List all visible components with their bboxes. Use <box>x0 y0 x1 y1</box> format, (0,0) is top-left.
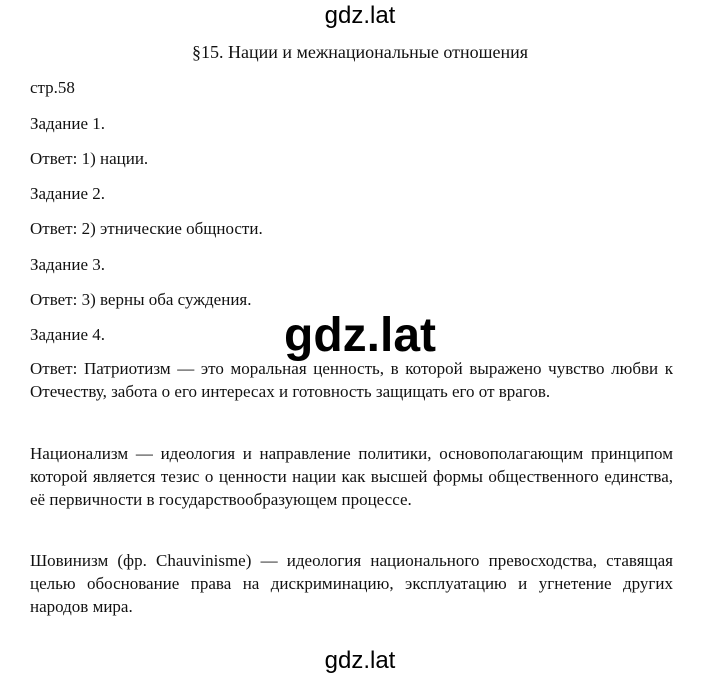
site-footer-text: gdz.lat <box>324 647 396 674</box>
task-3-label: Задание 3. <box>30 255 105 274</box>
answer-2: Ответ: 2) этнические общности. <box>30 219 263 238</box>
answer-3: Ответ: 3) верны оба суждения. <box>30 290 252 309</box>
site-header-text: gdz.lat <box>324 2 396 29</box>
answer-1: Ответ: 1) нации. <box>30 149 149 168</box>
answer-4-chauvinism: Шовинизм (фр. Chauvinisme) — идеология национального превосходства, ставящая целью обоснование права на дискриминацию, эксплуатацию и угнетение других народов мира. <box>30 551 673 616</box>
section-title: §15. Нации и межнациональные отношения <box>191 42 529 62</box>
answer-4-nationalism: Национализм — идеология и направление политики, основополагающим принципом которой является тезис о ценности нации как высшей формы общественного единства, её первичности в государствообразующем процессе. <box>30 444 673 509</box>
task-1-label: Задание 1. <box>30 114 105 133</box>
answer-4-patriotism: Ответ: Патриотизм — это моральная ценность, в которой выражено чувство любви к Отечеству, забота о его интересах и готовность защищать его от врагов. <box>30 359 673 401</box>
page-reference: стр.58 <box>30 78 75 97</box>
task-2-label: Задание 2. <box>30 184 105 203</box>
task-4-label: Задание 4. <box>30 325 105 344</box>
watermark-text: gdz.lat <box>284 309 436 362</box>
